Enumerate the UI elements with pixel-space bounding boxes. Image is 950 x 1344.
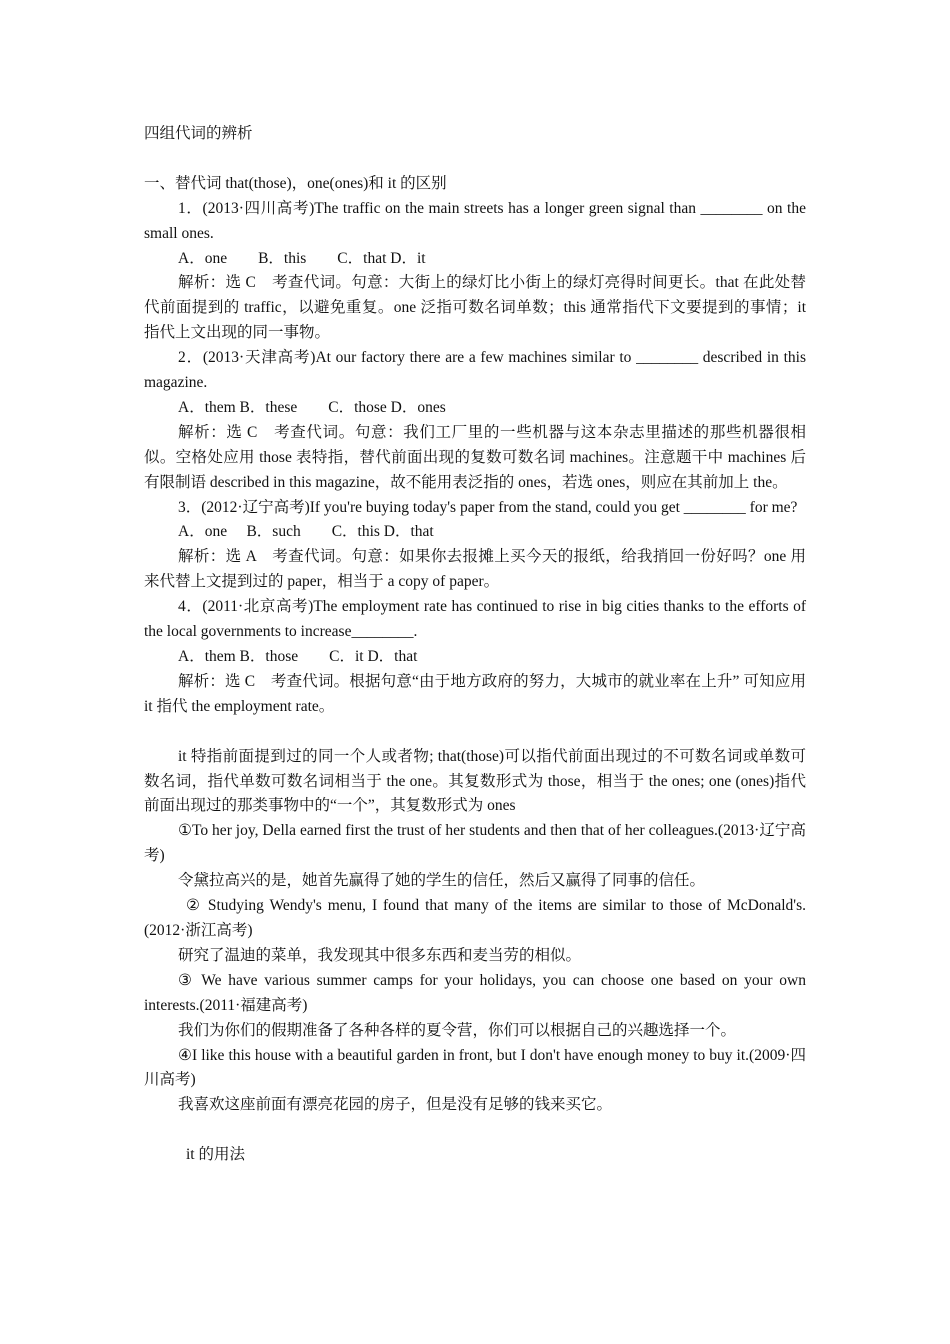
example-2-english: ② Studying Wendy's menu, I found that many of the items are similar to those of McDonald's.(2012·浙江高考)	[144, 897, 806, 939]
example-1-chinese: 令黛拉高兴的是，她首先赢得了她的学生的信任，然后又赢得了同事的信任。	[178, 872, 706, 890]
section-heading: 一、替代词 that(those)，one(ones)和 it 的区别	[144, 174, 447, 192]
next-section-heading: it 的用法	[186, 1146, 245, 1164]
question-4-analysis: 解析：选 C 考查代词。根据句意“由于地方政府的努力，大城市的就业率在上升” 可知应用 it 指代 the employment rate。	[144, 672, 806, 715]
question-3-stem: 3．(2012·辽宁高考)If you're buying today's paper from the stand, could you get ________ for me?	[178, 498, 798, 516]
document-page	[144, 122, 806, 1168]
document-title: 四组代词的辨析	[144, 125, 253, 142]
example-3-chinese: 我们为你们的假期准备了各种各样的夏令营，你们可以根据自己的兴趣选择一个。	[178, 1021, 737, 1039]
question-1-analysis: 解析：选 C 考查代词。句意：大街上的绿灯比小街上的绿灯亮得时间更长。that 在此处替代前面提到的 traffic，以避免重复。one 泛指可数名词单数；this 通常指代下文要提到的事情；it 指代上文出现的同一事物。	[144, 274, 806, 342]
example-3-english: ③ We have various summer camps for your holidays, you can choose one based on your own interests.(2011·福建高考)	[144, 971, 806, 1014]
question-2-analysis: 解析：选 C 考查代词。句意：我们工厂里的一些机器与这本杂志里描述的那些机器很相似。空格处应用 those 表特指，替代前面出现的复数可数名词 machines。注意题干中 machines 后有限制语 described in this magazine，故不能用表泛指的 ones，若选 ones，则应在其前加上 the。	[144, 423, 806, 491]
example-4-english: ④I like this house with a beautiful garden in front, but I don't have enough money to buy it.(2009·四川高考)	[144, 1046, 806, 1089]
question-3-analysis: 解析：选 A 考查代词。句意：如果你去报摊上买今天的报纸，给我捎回一份好吗？one 用来代替上文提到过的 paper，相当于 a copy of paper。	[144, 548, 806, 591]
question-1-stem: 1．(2013·四川高考)The traffic on the main streets has a longer green signal than ________ on the small ones.	[144, 199, 806, 242]
summary-paragraph: it 特指前面提到过的同一个人或者物; that(those)可以指代前面出现过的不可数名词或单数可数名词，指代单数可数名词相当于 the one。其复数形式为 those，相当于 the ones; one (ones)指代前面出现过的那类事物中的“一个”，其复数形式为 ones	[144, 747, 806, 815]
spacer	[144, 1118, 806, 1143]
question-1-options: A．one B．this C．that D．it	[178, 249, 426, 267]
question-2-options: A．them B．these C．those D．ones	[178, 398, 446, 416]
question-3-options: A．one B．such C．this D．that	[178, 523, 434, 541]
example-1-english: ①To her joy, Della earned first the trust of her students and then that of her colleagues.(2013·辽宁高考)	[144, 822, 806, 865]
example-4-chinese: 我喜欢这座前面有漂亮花园的房子，但是没有足够的钱来买它。	[178, 1096, 613, 1114]
spacer	[144, 720, 806, 745]
question-2-stem: 2．(2013·天津高考)At our factory there are a few machines similar to ________ described in this magazine.	[144, 349, 806, 392]
example-2-chinese: 研究了温迪的菜单，我发现其中很多东西和麦当劳的相似。	[178, 946, 582, 964]
spacer	[144, 147, 806, 172]
question-4-options: A．them B．those C．it D．that	[178, 648, 418, 666]
question-4-stem: 4．(2011·北京高考)The employment rate has continued to rise in big cities thanks to the efforts of the local governments to increase________.	[144, 598, 806, 641]
